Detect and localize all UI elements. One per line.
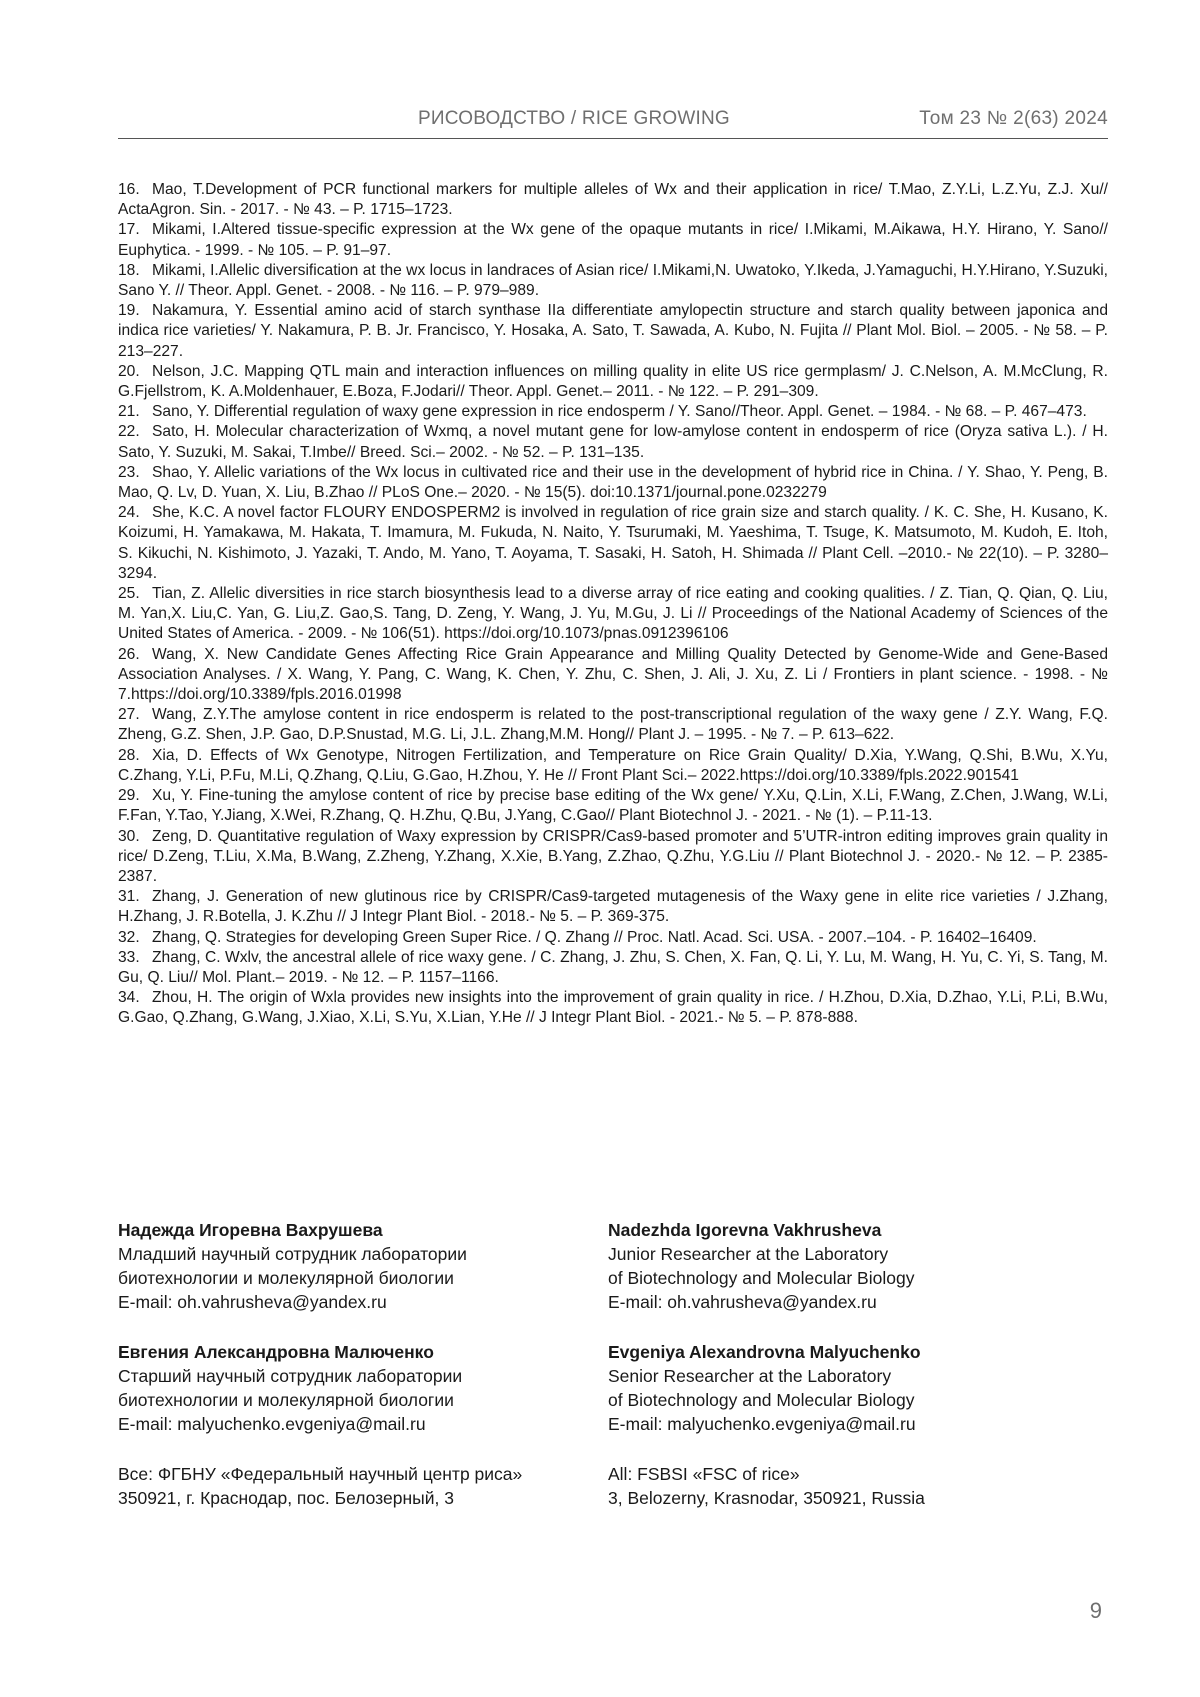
author-ru: [118, 1218, 608, 1314]
affiliation-ru: [118, 1462, 608, 1510]
reference-number: 16.: [118, 181, 140, 198]
reference-number: 25.: [118, 585, 140, 603]
author-position: of Biotechnology and Molecular Biology: [608, 1390, 915, 1410]
page-number: 9: [1089, 1598, 1102, 1623]
author-block: [118, 1340, 1108, 1436]
reference-number: 21.: [118, 403, 140, 421]
journal-title: РИСОВОДСТВО / RICE GROWING: [418, 108, 730, 129]
reference-text: Tian, Z. Allelic diversities in rice starch biosynthesis lead to a diverse array of rice eating and cooking qualities. / Z. Tian, Q. Qian, Q. Liu, M. Yan,X. Liu,C. Yan, G. Liu,Z. Gao,S. Tang, D. Zeng, Y. Wang, J. Yu, M.Gu, J. Li // Proceedings of the National Academy of Sciences of the United States of America. - 2009. - № 106(51). https://doi.org/10.1073/pnas.0912396106: [118, 585, 1108, 643]
author-email: E-mail: malyuchenko.evgeniya@mail.ru: [118, 1414, 426, 1434]
reference-text: Zhang, Q. Strategies for developing Green Super Rice. / Q. Zhang // Proc. Natl. Acad. Sci. USA. - 2007.–104. - P. 16402–16409.: [152, 928, 1037, 946]
author-block: [118, 1218, 1108, 1314]
reference-number: 26.: [118, 645, 140, 663]
reference-item: [118, 220, 1108, 260]
reference-text: Nakamura, Y. Essential amino acid of starch synthase IIa differentiate amylopectin structure and starch quality between japonica and indica rice varieties/ Y. Nakamura, P. B. Jr. Francisco, Y. Hosaka, A. Sato, T. Sawada, A. Kubo, N. Fujita // Plant Mol. Biol. – 2005. - № 58. – P. 213–227.: [118, 302, 1108, 360]
reference-item: [118, 887, 1108, 927]
reference-number: 17.: [118, 221, 140, 239]
reference-number: 29.: [118, 787, 140, 805]
reference-item: [118, 645, 1108, 706]
reference-text: Nelson, J.C. Mapping QTL main and interaction influences on milling quality in elite US rice germplasm/ J. C.Nelson, A. M.McClung, R. G.Fjellstrom, K. A.Moldenhauer, E.Boza, F.Jodari// Theor. Appl. Genet.– 2011. - № 122. – P. 291–309.: [118, 362, 1108, 401]
affiliation-block: [118, 1462, 1108, 1510]
author-position: Старший научный сотрудник лаборатории: [118, 1366, 463, 1386]
reference-item: [118, 422, 1108, 462]
author-name: Nadezhda Igorevna Vakhrusheva: [608, 1220, 882, 1240]
reference-number: 32.: [118, 928, 140, 946]
author-position: биотехнологии и молекулярной биологии: [118, 1390, 454, 1410]
reference-item: [118, 928, 1108, 948]
reference-text: Sano, Y. Differential regulation of waxy gene expression in rice endosperm / Y. Sano//Theor. Appl. Genet. – 1984. - № 68. – P. 467–473.: [152, 403, 1087, 421]
reference-item: [118, 705, 1108, 745]
author-name: Evgeniya Alexandrovna Malyuchenko: [608, 1342, 921, 1362]
reference-number: 34.: [118, 989, 140, 1007]
author-position: Senior Researcher at the Laboratory: [608, 1366, 892, 1386]
author-email: E-mail: oh.vahrusheva@yandex.ru: [608, 1292, 877, 1312]
reference-item: [118, 402, 1108, 422]
reference-text: Xu, Y. Fine-tuning the amylose content of rice by precise base editing of the Wx gene/ Y.Xu, Q.Lin, X.Li, F.Wang, Z.Chen, J.Wang, W.Li, F.Fan, Y.Tao, Y.Jiang, X.Wei, R.Zhang, Q. H.Zhu, Q.Bu, J.Yang, C.Gao// Plant Biotechnol J. - 2021. - № (1). – P.11-13.: [118, 787, 1108, 825]
reference-number: 27.: [118, 706, 140, 724]
reference-item: [118, 988, 1108, 1028]
reference-item: [118, 584, 1108, 645]
reference-item: [118, 503, 1108, 584]
reference-text: Wang, X. New Candidate Genes Affecting Rice Grain Appearance and Milling Quality Detected by Genome-Wide and Gene-Based Association Analyses. / X. Wang, Y. Pang, C. Wang, K. Chen, Y. Zhu, C. Shen, J. Ali, J. Xu, Z. Li / Frontiers in plant science. - 1998. - № 7.https://doi.org/10.3389/fpls.2016.01998: [118, 645, 1108, 704]
author-name: Евгения Александровна Малюченко: [118, 1342, 434, 1362]
reference-text: Zeng, D. Quantitative regulation of Waxy expression by CRISPR/Cas9-based promoter and 5’UTR-intron editing improves grain quality in rice/ D.Zeng, T.Liu, X.Ma, B.Wang, Z.Zheng, Y.Zhang, X.Xie, B.Yang, Z.Zhao, Q.Zhu, Y.G.Liu // Plant Biotechnol J. - 2020.- № 12. – P. 2385-2387.: [118, 827, 1108, 885]
reference-number: 24.: [118, 504, 140, 522]
reference-item: [118, 180, 1108, 220]
author-position: Младший научный сотрудник лаборатории: [118, 1244, 467, 1264]
reference-text: Mao, T.Development of PCR functional markers for multiple alleles of Wx and their application in rice/ T.Mao, Z.Y.Li, L.Z.Yu, Z.J. Xu// ActaAgron. Sin. - 2017. - № 43. – P. 1715–1723.: [118, 181, 1108, 219]
author-email: E-mail: oh.vahrusheva@yandex.ru: [118, 1292, 387, 1312]
reference-number: 31.: [118, 888, 140, 906]
author-position: биотехнологии и молекулярной биологии: [118, 1268, 454, 1288]
author-ru: [118, 1340, 608, 1436]
reference-item: [118, 463, 1108, 503]
affiliation-address: 350921, г. Краснодар, пос. Белозерный, 3: [118, 1488, 454, 1508]
reference-text: Mikami, I.Allelic diversification at the wx locus in landraces of Asian rice/ I.Mikami,N. Uwatoko, Y.Ikeda, J.Yamaguchi, H.Y.Hirano, Y.Suzuki, Sano Y. // Theor. Appl. Genet. - 2008. - № 116. – P. 979–989.: [118, 261, 1108, 300]
reference-number: 19.: [118, 302, 140, 320]
reference-list: [118, 180, 1108, 1029]
reference-item: [118, 301, 1108, 362]
author-position: Junior Researcher at the Laboratory: [608, 1244, 889, 1264]
reference-number: 22.: [118, 423, 140, 441]
reference-number: 33.: [118, 948, 140, 966]
reference-item: [118, 261, 1108, 301]
affiliation-en: [608, 1462, 1098, 1510]
reference-text: Sato, H. Molecular characterization of Wxmq, a novel mutant gene for low-amylose content in endosperm of rice (Oryza sativa L.). / H. Sato, Y. Suzuki, M. Sakai, T.Imbe// Breed. Sci.– 2002. - № 52. – P. 131–135.: [118, 423, 1108, 461]
author-en: [608, 1340, 1098, 1436]
reference-text: Zhang, J. Generation of new glutinous rice by CRISPR/Cas9-targeted mutagenesis of the Waxy gene in elite rice varieties / J.Zhang, H.Zhang, J. R.Botella, J. K.Zhu // J Integr Plant Biol. - 2018.- № 5. – P. 369-375.: [118, 888, 1108, 926]
author-en: [608, 1218, 1098, 1314]
issue-info: Том 23 № 2(63) 2024: [919, 108, 1108, 129]
running-header: [118, 108, 1108, 139]
reference-number: 20.: [118, 362, 140, 380]
reference-number: 28.: [118, 746, 140, 764]
reference-text: She, K.C. A novel factor FLOURY ENDOSPERM2 is involved in regulation of rice grain size and starch quality. / K. C. She, H. Kusano, K. Koizumi, H. Yamakawa, M. Hakata, T. Imamura, M. Fukuda, N. Naito, Y. Tsurumaki, M. Yaeshima, T. Tsuge, K. Matsumoto, M. Kudoh, E. Itoh, S. Kikuchi, N. Kishimoto, J. Yazaki, T. Ando, M. Yano, T. Aoyama, T. Sasaki, H. Satoh, H. Shimada // Plant Cell. –2010.- № 22(10). – P. 3280–3294.: [118, 504, 1108, 582]
reference-item: [118, 948, 1108, 988]
reference-text: Zhang, C. Wxlv, the ancestral allele of rice waxy gene. / C. Zhang, J. Zhu, S. Chen, X. Fan, Q. Li, Y. Lu, M. Wang, H. Yu, C. Yi, S. Tang, M. Gu, Q. Liu// Mol. Plant.– 2019. - № 12. – P. 1157–1166.: [118, 948, 1108, 986]
affiliation-line: All: FSBSI «FSC of rice»: [608, 1464, 800, 1484]
reference-item: [118, 786, 1108, 826]
affiliation-address: 3, Belozerny, Krasnodar, 350921, Russia: [608, 1488, 925, 1508]
author-name: Надежда Игоревна Вахрушева: [118, 1220, 383, 1240]
reference-number: 18.: [118, 261, 140, 279]
author-email: E-mail: malyuchenko.evgeniya@mail.ru: [608, 1414, 916, 1434]
reference-text: Wang, Z.Y.The amylose content in rice endosperm is related to the post-transcriptional regulation of the waxy gene / Z.Y. Wang, F.Q. Zheng, G.Z. Shen, J.P. Gao, D.P.Snustad, M.G. Li, J.L. Zhang,M.M. Hong// Plant J. – 1995. - № 7. – P. 613–622.: [118, 706, 1108, 744]
reference-text: Xia, D. Effects of Wx Genotype, Nitrogen Fertilization, and Temperature on Rice Grain Quality/ D.Xia, Y.Wang, Q.Shi, B.Wu, X.Yu, C.Zhang, Y.Li, P.Fu, M.Li, Q.Zhang, Q.Liu, G.Gao, H.Zhou, Y. He // Front Plant Sci.– 2022.https://doi.org/10.3389/fpls.2022.901541: [118, 746, 1108, 784]
reference-item: [118, 827, 1108, 888]
reference-item: [118, 746, 1108, 786]
reference-text: Mikami, I.Altered tissue-specific expression at the Wx gene of the opaque mutants in rice/ I.Mikami, M.Aikawa, H.Y. Hirano, Y. Sano// Euphytica. - 1999. - № 105. – P. 91–97.: [118, 221, 1108, 259]
reference-text: Zhou, H. The origin of Wxla provides new insights into the improvement of grain quality in rice. / H.Zhou, D.Xia, D.Zhao, Y.Li, P.Li, B.Wu, G.Gao, Q.Zhang, G.Wang, J.Xiao, X.Li, S.Yu, X.Lian, Y.He // J Integr Plant Biol. - 2021.- № 5. – P. 878-888.: [118, 989, 1108, 1027]
affiliation-line: Все: ФГБНУ «Федеральный научный центр риса»: [118, 1464, 523, 1484]
reference-number: 23.: [118, 463, 140, 481]
author-position: of Biotechnology and Molecular Biology: [608, 1268, 915, 1288]
reference-number: 30.: [118, 827, 140, 845]
author-info: [118, 1218, 1108, 1536]
reference-text: Shao, Y. Allelic variations of the Wx locus in cultivated rice and their use in the development of hybrid rice in China. / Y. Shao, Y. Peng, B. Mao, Q. Lv, D. Yuan, X. Liu, B.Zhao // PLoS One.– 2020. - № 15(5). doi:10.1371/journal.pone.0232279: [118, 463, 1108, 502]
reference-item: [118, 362, 1108, 402]
